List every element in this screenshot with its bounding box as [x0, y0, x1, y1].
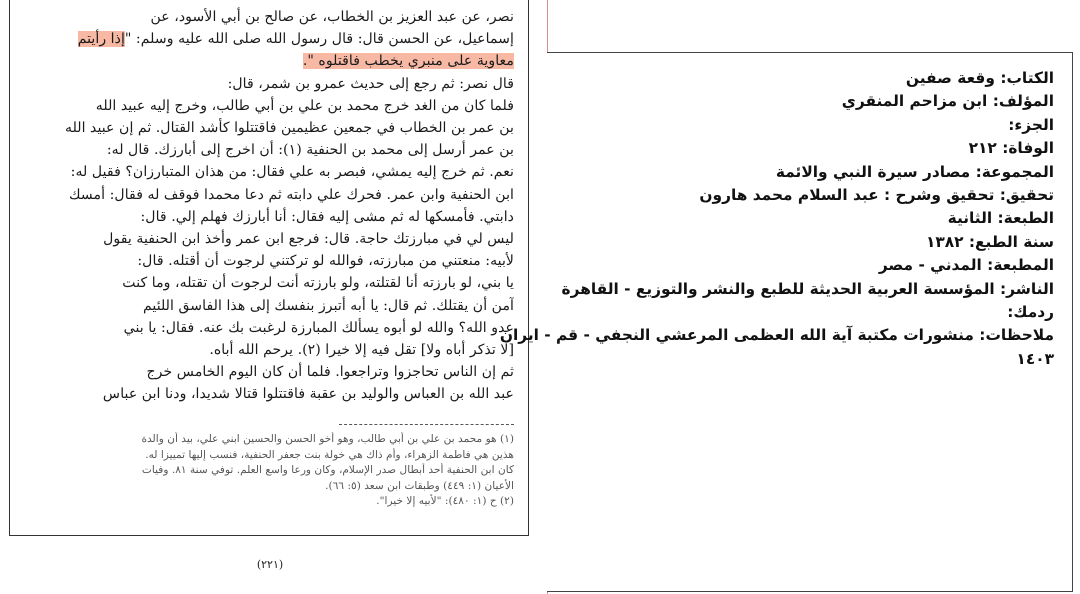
info-value: منشورات مكتبة آية الله العظمى المرعشي النجفي - قم - ايران [499, 326, 974, 345]
info-label: المجموعة: [975, 162, 1054, 181]
text-line: ابن الحنفية وابن عمر. فحرك علي دابته ثم دعا محمدا فوقف له فقال: أمسك [68, 186, 514, 203]
info-row-publisher [561, 278, 1054, 301]
info-row-edition [564, 207, 1054, 230]
info-row-editor [564, 184, 1054, 207]
info-row-author [564, 90, 1054, 113]
info-row-notes [499, 324, 1054, 347]
text-line: ثم إن الناس تحاجزوا وتراجعوا. فلما أن كان اليوم الخامس خرج [146, 364, 514, 381]
footnote-line: هذين هي فاطمة الزهراء، وأم ذاك هي خولة بنت جعفر الحنفية، فنسب إليها تمييزا له. [145, 448, 514, 461]
text-line: عبد الله بن العباس والوليد بن عقبة فاقتتلوا قتالا شديدا، ودنا ابن عباس [102, 386, 514, 403]
text-line: نعم. ثم خرج إليه يمشي، فبصر به علي فقال: من هذان المتبارزان؟ فقيل له: [70, 164, 514, 181]
info-label: سنة الطبع: [968, 232, 1054, 251]
text-line: بن عمر أرسل إلى محمد بن الحنفية (١): أن اخرج إلى أبارزك. قال له: [106, 142, 514, 159]
text-line: آمن أن يقتلك. ثم قال: يا أبه أتبرز بنفسك إلى هذا الفاسق اللئيم [142, 297, 514, 314]
footnotes [28, 432, 514, 510]
info-label: المطبعة: [987, 256, 1054, 275]
info-label: تحقيق: [999, 186, 1054, 205]
info-label: ردمك: [1007, 303, 1054, 322]
footnote-line: (٢) ح (١: ٤٨٠): "لأبيه إلا خيرا". [376, 495, 514, 508]
info-value: تحقيق وشرح : عبد السلام محمد هارون [699, 186, 995, 205]
text-line: دابتي. فأمسكها له ثم مشى إليه فقال: أنا أبارزك فهلم إلي. قال: [140, 208, 514, 225]
info-value: ٢١٢ [968, 139, 997, 158]
info-label: الكتاب: [1000, 69, 1054, 87]
highlighted-hadith: إذا رأيتم [77, 31, 125, 48]
info-value: ابن مزاحم المنقري [841, 92, 988, 111]
text-line: بن عمر بن الخطاب في جمعين عظيمين فاقتتلوا كأشد القتال. ثم إن عبيد الله [64, 120, 514, 137]
info-label: الناشر: [1000, 279, 1054, 298]
info-label: الوفاة: [1002, 139, 1054, 158]
footnote-line: كان ابن الحنفية أحد أبطال صدر الإسلام، وكان ورعا واسع العلم. توفي سنة ٨١. وفيات [141, 464, 514, 477]
info-row-notes-year [564, 348, 1054, 371]
info-row-print-year [564, 231, 1054, 254]
info-value: المدني - مصر [878, 256, 982, 275]
highlighted-hadith: معاوية على منبري يخطب فاقتلوه ". [302, 53, 514, 70]
info-label: الطبعة: [997, 209, 1054, 228]
info-value: مصادر سيرة النبي والائمة [775, 162, 971, 181]
page-number: (٢٢١) [256, 558, 284, 571]
info-row-isbn [564, 301, 1054, 324]
footnote-divider [339, 424, 514, 425]
book-info-list [499, 67, 1054, 371]
info-row-death [564, 137, 1054, 160]
info-row-collection [564, 161, 1054, 184]
scanned-book-page [9, 0, 529, 536]
footnote-line: (١) هو محمد بن علي بن أبي طالب، وهو أخو الحسن والحسين ابني علي، بيد أن والدة [141, 433, 514, 445]
text-line: عدو الله؟ والله لو أبوه يسألك المبارزة لرغبت بك عنه. فقال: يا بني [123, 319, 514, 336]
text-line [28, 28, 514, 50]
info-label: ملاحظات: [979, 326, 1054, 345]
info-label: الجزء: [1008, 115, 1054, 134]
text-line: فلما كان من الغد خرج محمد بن علي بن أبي طالب، وخرج إليه عبيد الله [95, 97, 514, 114]
info-value: وقعة صفين [905, 69, 995, 87]
text-line: نصر، عن عبد العزيز بن الخطاب، عن صالح بن أبي الأسود، عن [150, 9, 514, 25]
info-row-press [564, 254, 1054, 277]
info-row-book [564, 67, 1054, 90]
info-value: ١٣٨٢ [925, 232, 964, 251]
info-row-volume [564, 114, 1054, 137]
book-info-card [499, 52, 1073, 592]
text-line [28, 50, 514, 72]
page-text [28, 6, 514, 406]
info-value: الثانية [947, 209, 993, 228]
footnote-line: الأعيان (١: ٤٤٩) وطبقات ابن سعد (٥: ٦٦). [325, 479, 514, 492]
info-label: المؤلف: [992, 92, 1054, 111]
text-segment: إسماعيل، عن الحسن قال: قال رسول الله صلى الله عليه وسلم: " [124, 31, 514, 48]
text-line: [لا تذكر أباه ولا] تقل فيه إلا خيرا (٢). يرحم الله أباه. [209, 342, 514, 359]
info-value: المؤسسة العربية الحديثة للطبع والنشر والتوزيع - القاهرة [561, 279, 995, 298]
info-value: ١٤٠٣ [1016, 349, 1054, 368]
text-line: ليس لي في مبارزتك حاجة. قال: فرجع ابن عمر وأخذ ابن الحنفية يقول [103, 231, 514, 248]
text-line: لأبيه: منعتني من مبارزته، فوالله لو تركتني لرجوت أن أقتله. قال: [137, 253, 514, 270]
text-line: يا بني، لو بارزته أنا لقتلته، ولو بارزته أنت لرجوت أن تقتله، وما كنت [122, 275, 514, 292]
text-line: قال نصر: ثم رجع إلى حديث عمرو بن شمر، قال: [227, 75, 514, 92]
